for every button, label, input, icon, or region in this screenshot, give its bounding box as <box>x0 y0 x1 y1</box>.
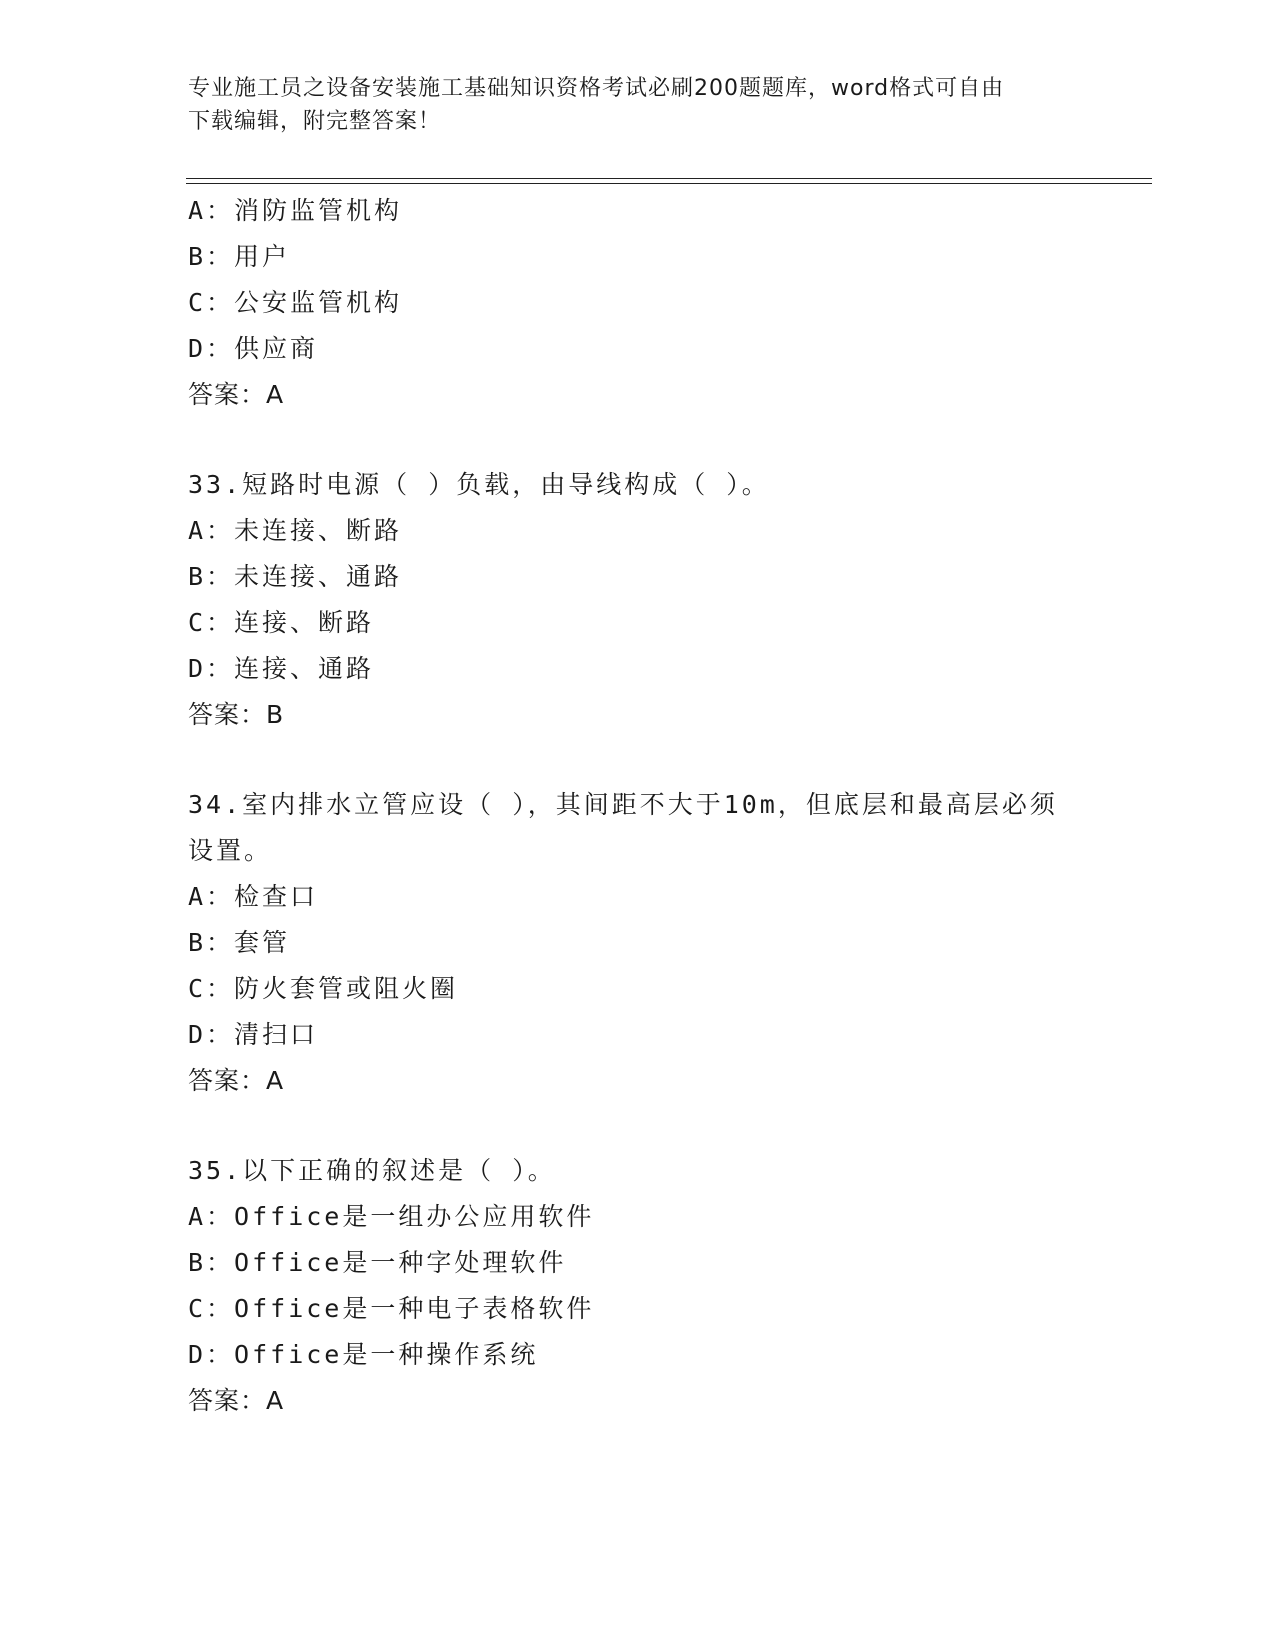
option-c: C：防火套管或阻火圈 <box>188 974 459 1003</box>
question-stem: 33.短路时电源（ ）负载，由导线构成（ ）。 <box>188 470 770 499</box>
document-header <box>188 72 1068 138</box>
option-d: D：供应商 <box>188 334 319 363</box>
option-a: A：未连接、断路 <box>188 516 403 545</box>
option-b: B：未连接、通路 <box>188 562 403 591</box>
option-d: D：连接、通路 <box>188 654 375 683</box>
option-c: C：连接、断路 <box>188 608 375 637</box>
question-33 <box>188 462 1088 738</box>
spacer <box>188 738 1088 782</box>
question-34 <box>188 782 1088 1104</box>
question-32-continued <box>188 188 1088 418</box>
answer: 答案：A <box>188 1066 285 1095</box>
header-title-line-1: 专业施工员之设备安装施工基础知识资格考试必刷200题题库，word格式可自由 <box>188 76 1005 101</box>
header-divider-top <box>186 178 1152 179</box>
answer: 答案：A <box>188 1386 285 1415</box>
question-35 <box>188 1148 1088 1424</box>
option-b: B：套管 <box>188 928 291 957</box>
question-list <box>188 188 1088 1424</box>
option-a: A：检查口 <box>188 882 319 911</box>
question-stem-continued: 设置。 <box>188 836 273 865</box>
answer: 答案：A <box>188 380 285 409</box>
option-c: C：Office是一种电子表格软件 <box>188 1294 595 1323</box>
header-title-line-2: 下载编辑，附完整答案！ <box>188 109 442 134</box>
option-d: D：清扫口 <box>188 1020 319 1049</box>
option-c: C：公安监管机构 <box>188 288 403 317</box>
answer: 答案：B <box>188 700 285 729</box>
option-b: B：用户 <box>188 242 291 271</box>
option-d: D：Office是一种操作系统 <box>188 1340 539 1369</box>
option-a: A：Office是一组办公应用软件 <box>188 1202 595 1231</box>
header-divider-bottom <box>186 183 1152 184</box>
option-b: B：Office是一种字处理软件 <box>188 1248 567 1277</box>
spacer <box>188 1104 1088 1148</box>
spacer <box>188 418 1088 462</box>
option-a: A：消防监管机构 <box>188 196 403 225</box>
question-stem: 35.以下正确的叙述是（ ）。 <box>188 1156 556 1185</box>
question-stem: 34.室内排水立管应设（ ），其间距不大于10m，但底层和最高层必须 <box>188 790 1058 819</box>
